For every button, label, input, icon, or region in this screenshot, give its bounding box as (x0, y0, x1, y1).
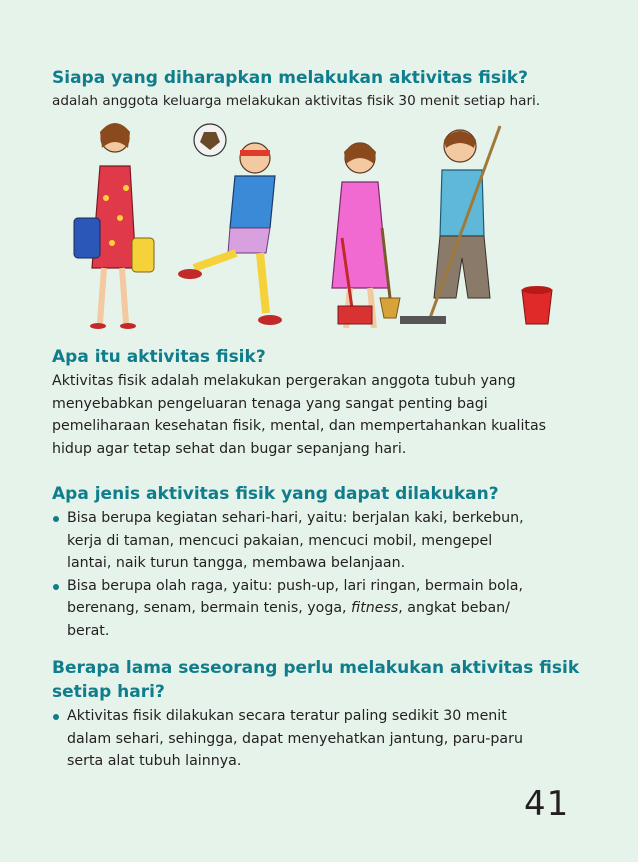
heading-what: Apa itu aktivitas fisik? (52, 347, 266, 367)
types-list (52, 507, 592, 643)
types-bullet2-italic: fitness (351, 600, 399, 617)
duration-list (52, 705, 592, 773)
heading-duration-line-2: setiap hari? (52, 682, 165, 702)
text-who: adalah anggota keluarga melakukan aktivitas fisik 30 menit setiap hari. (52, 93, 541, 109)
list-item (52, 575, 592, 643)
family-activity-illustration (70, 118, 570, 346)
text-what-line-1: Aktivitas fisik adalah melakukan pergerakan anggota tubuh yang (52, 373, 516, 389)
types-bullet2-line-2 (67, 597, 592, 620)
woman-sweeping-figure (332, 143, 400, 328)
heading-duration-line-1: Berapa lama seseorang perlu melakukan aktivitas fisik (52, 658, 580, 678)
types-bullet2-text: berenang, senam, bermain tenis, yoga, (67, 600, 352, 617)
section-what (52, 345, 592, 460)
section-who (52, 66, 592, 113)
types-bullet1-line-2: kerja di taman, mencuci pakaian, mencuci mobil, mengepel (67, 532, 493, 549)
types-bullet1-line-3: lantai, naik turun tangga, membawa belanjaan. (67, 555, 406, 572)
list-item (52, 507, 592, 575)
section-types (52, 482, 592, 643)
types-bullet2-line-3: berat. (67, 622, 110, 639)
list-item (52, 705, 592, 773)
types-bullet1-line-1: Bisa berupa kegiatan sehari-hari, yaitu: berjalan kaki, berkebun, (67, 510, 524, 526)
types-bullet2-text-end: , angkat beban/ (398, 600, 510, 617)
duration-bullet-line-3: serta alat tubuh lainnya. (67, 753, 242, 770)
types-bullet2-line-1: Bisa berupa olah raga, yaitu: push-up, lari ringan, bermain bola, (67, 577, 524, 594)
heading-duration (52, 656, 592, 704)
man-mopping-figure (400, 126, 552, 324)
heading-types: Apa jenis aktivitas fisik yang dapat dilakukan? (52, 484, 499, 504)
text-what-line-2: menyebabkan pengeluaran tenaga yang sangat penting bagi (52, 395, 488, 412)
text-what-line-4: hidup agar tetap sehat dan bugar sepanjang hari. (52, 440, 407, 457)
woman-shopping-figure (74, 123, 154, 329)
section-duration (52, 656, 592, 773)
heading-who: Siapa yang diharapkan melakukan aktivitas fisik? (52, 68, 528, 88)
duration-bullet-line-2: dalam sehari, sehingga, dapat menyehatkan jantung, paru-paru (67, 730, 523, 747)
text-what-line-3: pemeliharaan kesehatan fisik, mental, dan mempertahankan kualitas (52, 418, 547, 435)
page-number: 41 (524, 784, 570, 824)
duration-bullet-line-1: Aktivitas fisik dilakukan secara teratur paling sedikit 30 menit (67, 708, 507, 724)
boy-football-figure (178, 124, 282, 325)
